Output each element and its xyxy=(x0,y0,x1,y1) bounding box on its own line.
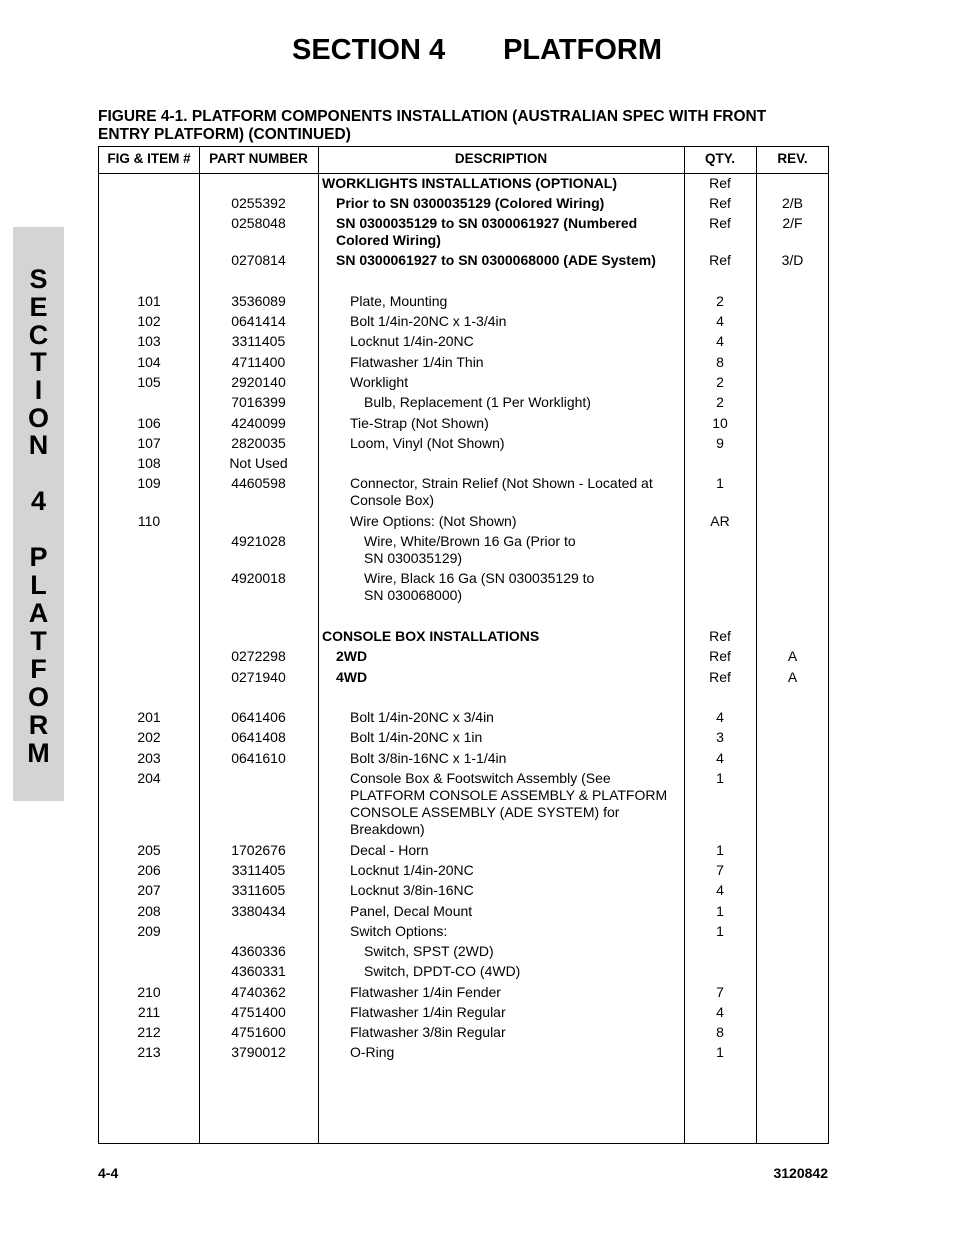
part-number: Not Used xyxy=(229,455,288,471)
quantity: Ref xyxy=(709,628,731,644)
part-number: 0255392 xyxy=(231,195,286,211)
side-tab-letter: N xyxy=(28,430,49,460)
item-number: 208 xyxy=(137,903,161,919)
item-number: 102 xyxy=(137,313,161,329)
description: 4WD xyxy=(336,669,368,685)
item-number: 107 xyxy=(137,435,161,451)
item-number: 207 xyxy=(137,882,161,898)
part-number: 2920140 xyxy=(231,374,286,390)
header-qty: QTY. xyxy=(704,151,735,166)
side-tab-letter: M xyxy=(27,738,50,768)
description: Prior to SN 0300035129 (Colored Wiring) xyxy=(336,195,605,211)
quantity: 1 xyxy=(716,842,724,858)
quantity: 4 xyxy=(716,313,724,329)
column-divider xyxy=(756,147,757,1143)
quantity: Ref xyxy=(709,669,731,685)
part-number: 4711400 xyxy=(231,354,286,370)
side-tab-letter: F xyxy=(30,654,47,684)
quantity: Ref xyxy=(709,648,731,664)
part-number: 7016399 xyxy=(231,394,286,410)
description: Worklight xyxy=(350,374,409,390)
description: PLATFORM CONSOLE ASSEMBLY & PLATFORM xyxy=(350,787,668,803)
description: Connector, Strain Relief (Not Shown - Located at xyxy=(350,475,653,491)
quantity: 9 xyxy=(716,435,724,451)
description: Switch, DPDT-CO (4WD) xyxy=(364,963,521,979)
header-fig-item: FIG & ITEM # xyxy=(107,151,191,166)
item-number: 103 xyxy=(137,333,161,349)
description: Breakdown) xyxy=(350,821,425,837)
quantity: 2 xyxy=(716,374,724,390)
side-tab-letter: A xyxy=(28,598,49,628)
part-number: 3536089 xyxy=(231,293,286,309)
quantity: 3 xyxy=(716,729,724,745)
quantity: 4 xyxy=(716,750,724,766)
part-number: 1702676 xyxy=(231,842,286,858)
part-number: 4751400 xyxy=(231,1004,286,1020)
description: Bolt 1/4in-20NC x 1in xyxy=(350,729,483,745)
item-number: 213 xyxy=(137,1044,161,1060)
quantity: Ref xyxy=(709,252,731,268)
quantity: Ref xyxy=(709,175,731,191)
description: Tie-Strap (Not Shown) xyxy=(350,415,489,431)
part-number: 4240099 xyxy=(231,415,286,431)
column-divider xyxy=(318,147,319,1143)
description: Bolt 3/8in-16NC x 1-1/4in xyxy=(350,750,507,766)
quantity: 1 xyxy=(716,923,724,939)
item-number: 210 xyxy=(137,984,161,1000)
quantity: 2 xyxy=(716,293,724,309)
description: Loom, Vinyl (Not Shown) xyxy=(350,435,505,451)
item-number: 202 xyxy=(137,729,161,745)
part-number: 0271940 xyxy=(231,669,286,685)
description: SN 0300035129 to SN 0300061927 (Numbered xyxy=(336,215,638,231)
header-part-number: PART NUMBER xyxy=(209,151,308,166)
revision: 3/D xyxy=(781,252,804,268)
side-tab-letter: P xyxy=(29,542,48,572)
revision: 2/B xyxy=(781,195,803,211)
description: O-Ring xyxy=(350,1044,395,1060)
item-number: 209 xyxy=(137,923,161,939)
part-number: 3311405 xyxy=(231,333,286,349)
description: Flatwasher 3/8in Regular xyxy=(350,1024,506,1040)
description: Bolt 1/4in-20NC x 3/4in xyxy=(350,709,494,725)
part-number: 4360331 xyxy=(231,963,286,979)
item-number: 203 xyxy=(137,750,161,766)
item-number: 110 xyxy=(137,513,161,529)
part-number: 4920018 xyxy=(231,570,286,586)
document-number: 3120842 xyxy=(773,1165,828,1181)
description: Flatwasher 1/4in Fender xyxy=(350,984,501,1000)
parts-table xyxy=(98,146,829,1144)
revision: A xyxy=(787,648,798,664)
item-number: 105 xyxy=(137,374,161,390)
description: CONSOLE BOX INSTALLATIONS xyxy=(322,628,540,644)
side-tab-letter: T xyxy=(30,626,47,656)
side-tab-letter: C xyxy=(28,320,49,350)
part-number: 0641406 xyxy=(231,709,286,725)
quantity: 8 xyxy=(716,354,724,370)
side-tab-letter: E xyxy=(29,292,48,322)
header-divider xyxy=(99,173,828,174)
item-number: 205 xyxy=(137,842,161,858)
item-number: 109 xyxy=(137,475,161,491)
item-number: 108 xyxy=(137,455,161,471)
section-label: SECTION 4 xyxy=(291,34,446,66)
revision: A xyxy=(787,669,798,685)
part-number: 3311405 xyxy=(231,862,286,878)
part-number: 4921028 xyxy=(231,533,286,549)
quantity: 4 xyxy=(716,333,724,349)
part-number: 0258048 xyxy=(231,215,286,231)
side-tab-letter: 4 xyxy=(30,486,47,516)
description: Colored Wiring) xyxy=(336,232,441,248)
quantity: 10 xyxy=(712,415,728,431)
item-number: 206 xyxy=(137,862,161,878)
description: SN 0300061927 to SN 0300068000 (ADE System) xyxy=(336,252,656,268)
side-tab-letter: R xyxy=(28,710,49,740)
header-rev: REV. xyxy=(777,151,808,166)
part-number: 0272298 xyxy=(231,648,286,664)
part-number: 0270814 xyxy=(231,252,286,268)
side-tab-letter: I xyxy=(34,375,43,405)
part-number: 0641408 xyxy=(231,729,286,745)
revision: 2/F xyxy=(782,215,803,231)
item-number: 212 xyxy=(137,1024,161,1040)
item-number: 106 xyxy=(137,415,161,431)
description: Bulb, Replacement (1 Per Worklight) xyxy=(364,394,591,410)
quantity: 4 xyxy=(716,709,724,725)
quantity: 1 xyxy=(716,475,724,491)
description: Flatwasher 1/4in Thin xyxy=(350,354,484,370)
figure-title xyxy=(98,108,818,144)
figure-title-line-2: ENTRY PLATFORM) (CONTINUED) xyxy=(98,126,351,143)
side-tab-letter: L xyxy=(30,570,47,600)
page-number: 4-4 xyxy=(98,1165,119,1181)
description: Wire Options: (Not Shown) xyxy=(350,513,517,529)
description: Wire, White/Brown 16 Ga (Prior to xyxy=(364,533,576,549)
part-number: 0641414 xyxy=(231,313,286,329)
description: Panel, Decal Mount xyxy=(350,903,473,919)
item-number: 101 xyxy=(137,293,161,309)
description: Locknut 1/4in-20NC xyxy=(350,333,474,349)
side-tab-letter: T xyxy=(30,347,47,377)
part-number: 4460598 xyxy=(231,475,286,491)
figure-title-line-1: FIGURE 4-1. PLATFORM COMPONENTS INSTALLATION (AUSTRALIAN SPEC WITH FRONT xyxy=(98,108,767,125)
quantity: 8 xyxy=(716,1024,724,1040)
description: SN 030068000) xyxy=(364,587,463,603)
section-title: PLATFORM xyxy=(503,34,663,66)
header-description: DESCRIPTION xyxy=(454,151,548,166)
quantity: Ref xyxy=(709,195,731,211)
part-number: 4751600 xyxy=(231,1024,286,1040)
side-tab-letter: O xyxy=(27,403,49,433)
page-title xyxy=(0,34,954,67)
description: WORKLIGHTS INSTALLATIONS (OPTIONAL) xyxy=(322,175,618,191)
quantity: 1 xyxy=(716,903,724,919)
quantity: 4 xyxy=(716,1004,724,1020)
description: SN 030035129) xyxy=(364,550,463,566)
description: Flatwasher 1/4in Regular xyxy=(350,1004,506,1020)
item-number: 204 xyxy=(137,770,161,786)
part-number: 4740362 xyxy=(231,984,286,1000)
quantity: 7 xyxy=(716,984,724,1000)
part-number: 3311605 xyxy=(231,882,286,898)
part-number: 3790012 xyxy=(231,1044,286,1060)
side-tab-letter: O xyxy=(27,682,49,712)
item-number: 104 xyxy=(137,354,161,370)
quantity: AR xyxy=(710,513,730,529)
quantity: 1 xyxy=(716,770,724,786)
section-side-tab xyxy=(13,227,64,801)
item-number: 201 xyxy=(137,709,161,725)
quantity: 2 xyxy=(716,394,724,410)
description: Switch, SPST (2WD) xyxy=(364,943,494,959)
description: Console Box) xyxy=(350,492,435,508)
part-number: 2820035 xyxy=(231,435,286,451)
description: CONSOLE ASSEMBLY (ADE SYSTEM) for xyxy=(350,804,620,820)
description: Decal - Horn xyxy=(350,842,429,858)
description: Plate, Mounting xyxy=(350,293,448,309)
quantity: Ref xyxy=(709,215,731,231)
quantity: 7 xyxy=(716,862,724,878)
description: Locknut 1/4in-20NC xyxy=(350,862,474,878)
item-number: 211 xyxy=(137,1004,161,1020)
side-tab-letter: S xyxy=(29,264,48,294)
description: 2WD xyxy=(336,648,368,664)
part-number: 0641610 xyxy=(231,750,286,766)
quantity: 1 xyxy=(716,1044,724,1060)
part-number: 3380434 xyxy=(231,903,286,919)
quantity: 4 xyxy=(716,882,724,898)
description: Locknut 3/8in-16NC xyxy=(350,882,474,898)
part-number: 4360336 xyxy=(231,943,286,959)
description: Wire, Black 16 Ga (SN 030035129 to xyxy=(364,570,595,586)
description: Console Box & Footswitch Assembly (See xyxy=(350,770,611,786)
description: Switch Options: xyxy=(350,923,448,939)
description: Bolt 1/4in-20NC x 1-3/4in xyxy=(350,313,507,329)
